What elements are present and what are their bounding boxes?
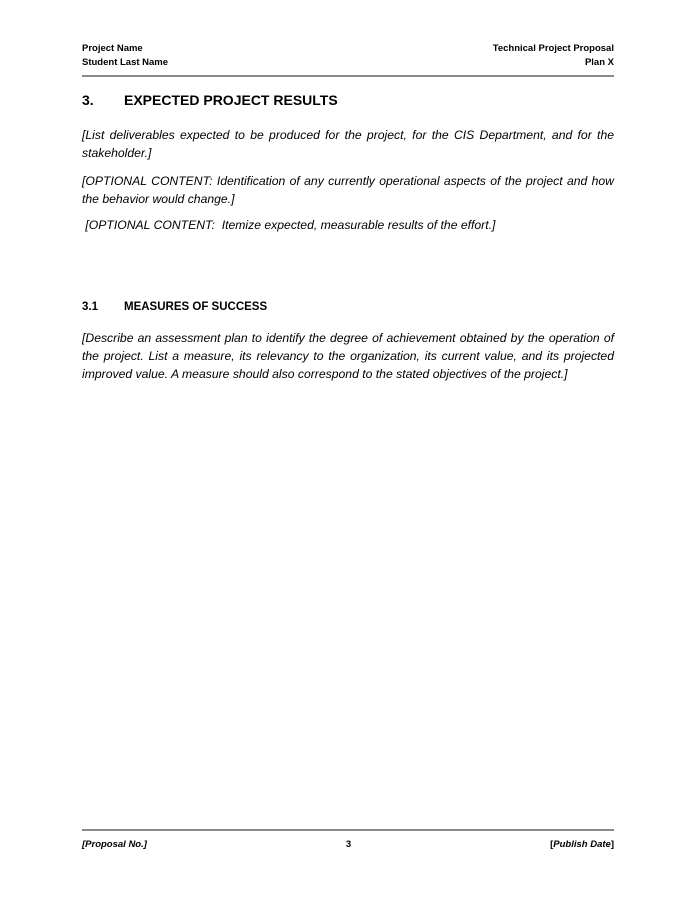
subsection-heading — [82, 301, 267, 313]
header-plan: Plan X — [584, 57, 614, 68]
subsection-paragraph: [Describe an assessment plan to identify the degree of achievement obtained by the operation of the project. List a measure, its relevancy to the organization, its current value, and its projected improved value. A measure should also correspond to the stated objectives of the project.] — [82, 331, 614, 381]
section-heading — [82, 92, 338, 108]
footer-publish-date: [Publish Date] — [550, 839, 614, 850]
section-paragraph-3: [OPTIONAL CONTENT: Itemize expected, measurable results of the effort.] — [82, 218, 496, 232]
footer-proposal-number: [Proposal No.] — [82, 839, 147, 850]
section-paragraph-1: [List deliverables expected to be produced for the project, for the CIS Department, and for the stakeholder.] — [82, 128, 614, 160]
header-project-name: Project Name — [82, 43, 143, 54]
section-number: 3. — [82, 92, 94, 108]
header-student-name: Student Last Name — [82, 57, 169, 68]
footer-page-number: 3 — [345, 839, 352, 850]
subsection-number: 3.1 — [82, 301, 98, 313]
page-header — [82, 42, 614, 70]
footer-divider — [82, 829, 614, 831]
header-divider — [82, 75, 614, 77]
section-title: EXPECTED PROJECT RESULTS — [124, 92, 338, 108]
page-footer — [82, 839, 614, 850]
header-document-type: Technical Project Proposal — [492, 43, 614, 54]
subsection-title: MEASURES OF SUCCESS — [124, 301, 268, 313]
section-paragraph-2: [OPTIONAL CONTENT: Identification of any currently operational aspects of the project and how the behavior would change.] — [82, 174, 614, 206]
